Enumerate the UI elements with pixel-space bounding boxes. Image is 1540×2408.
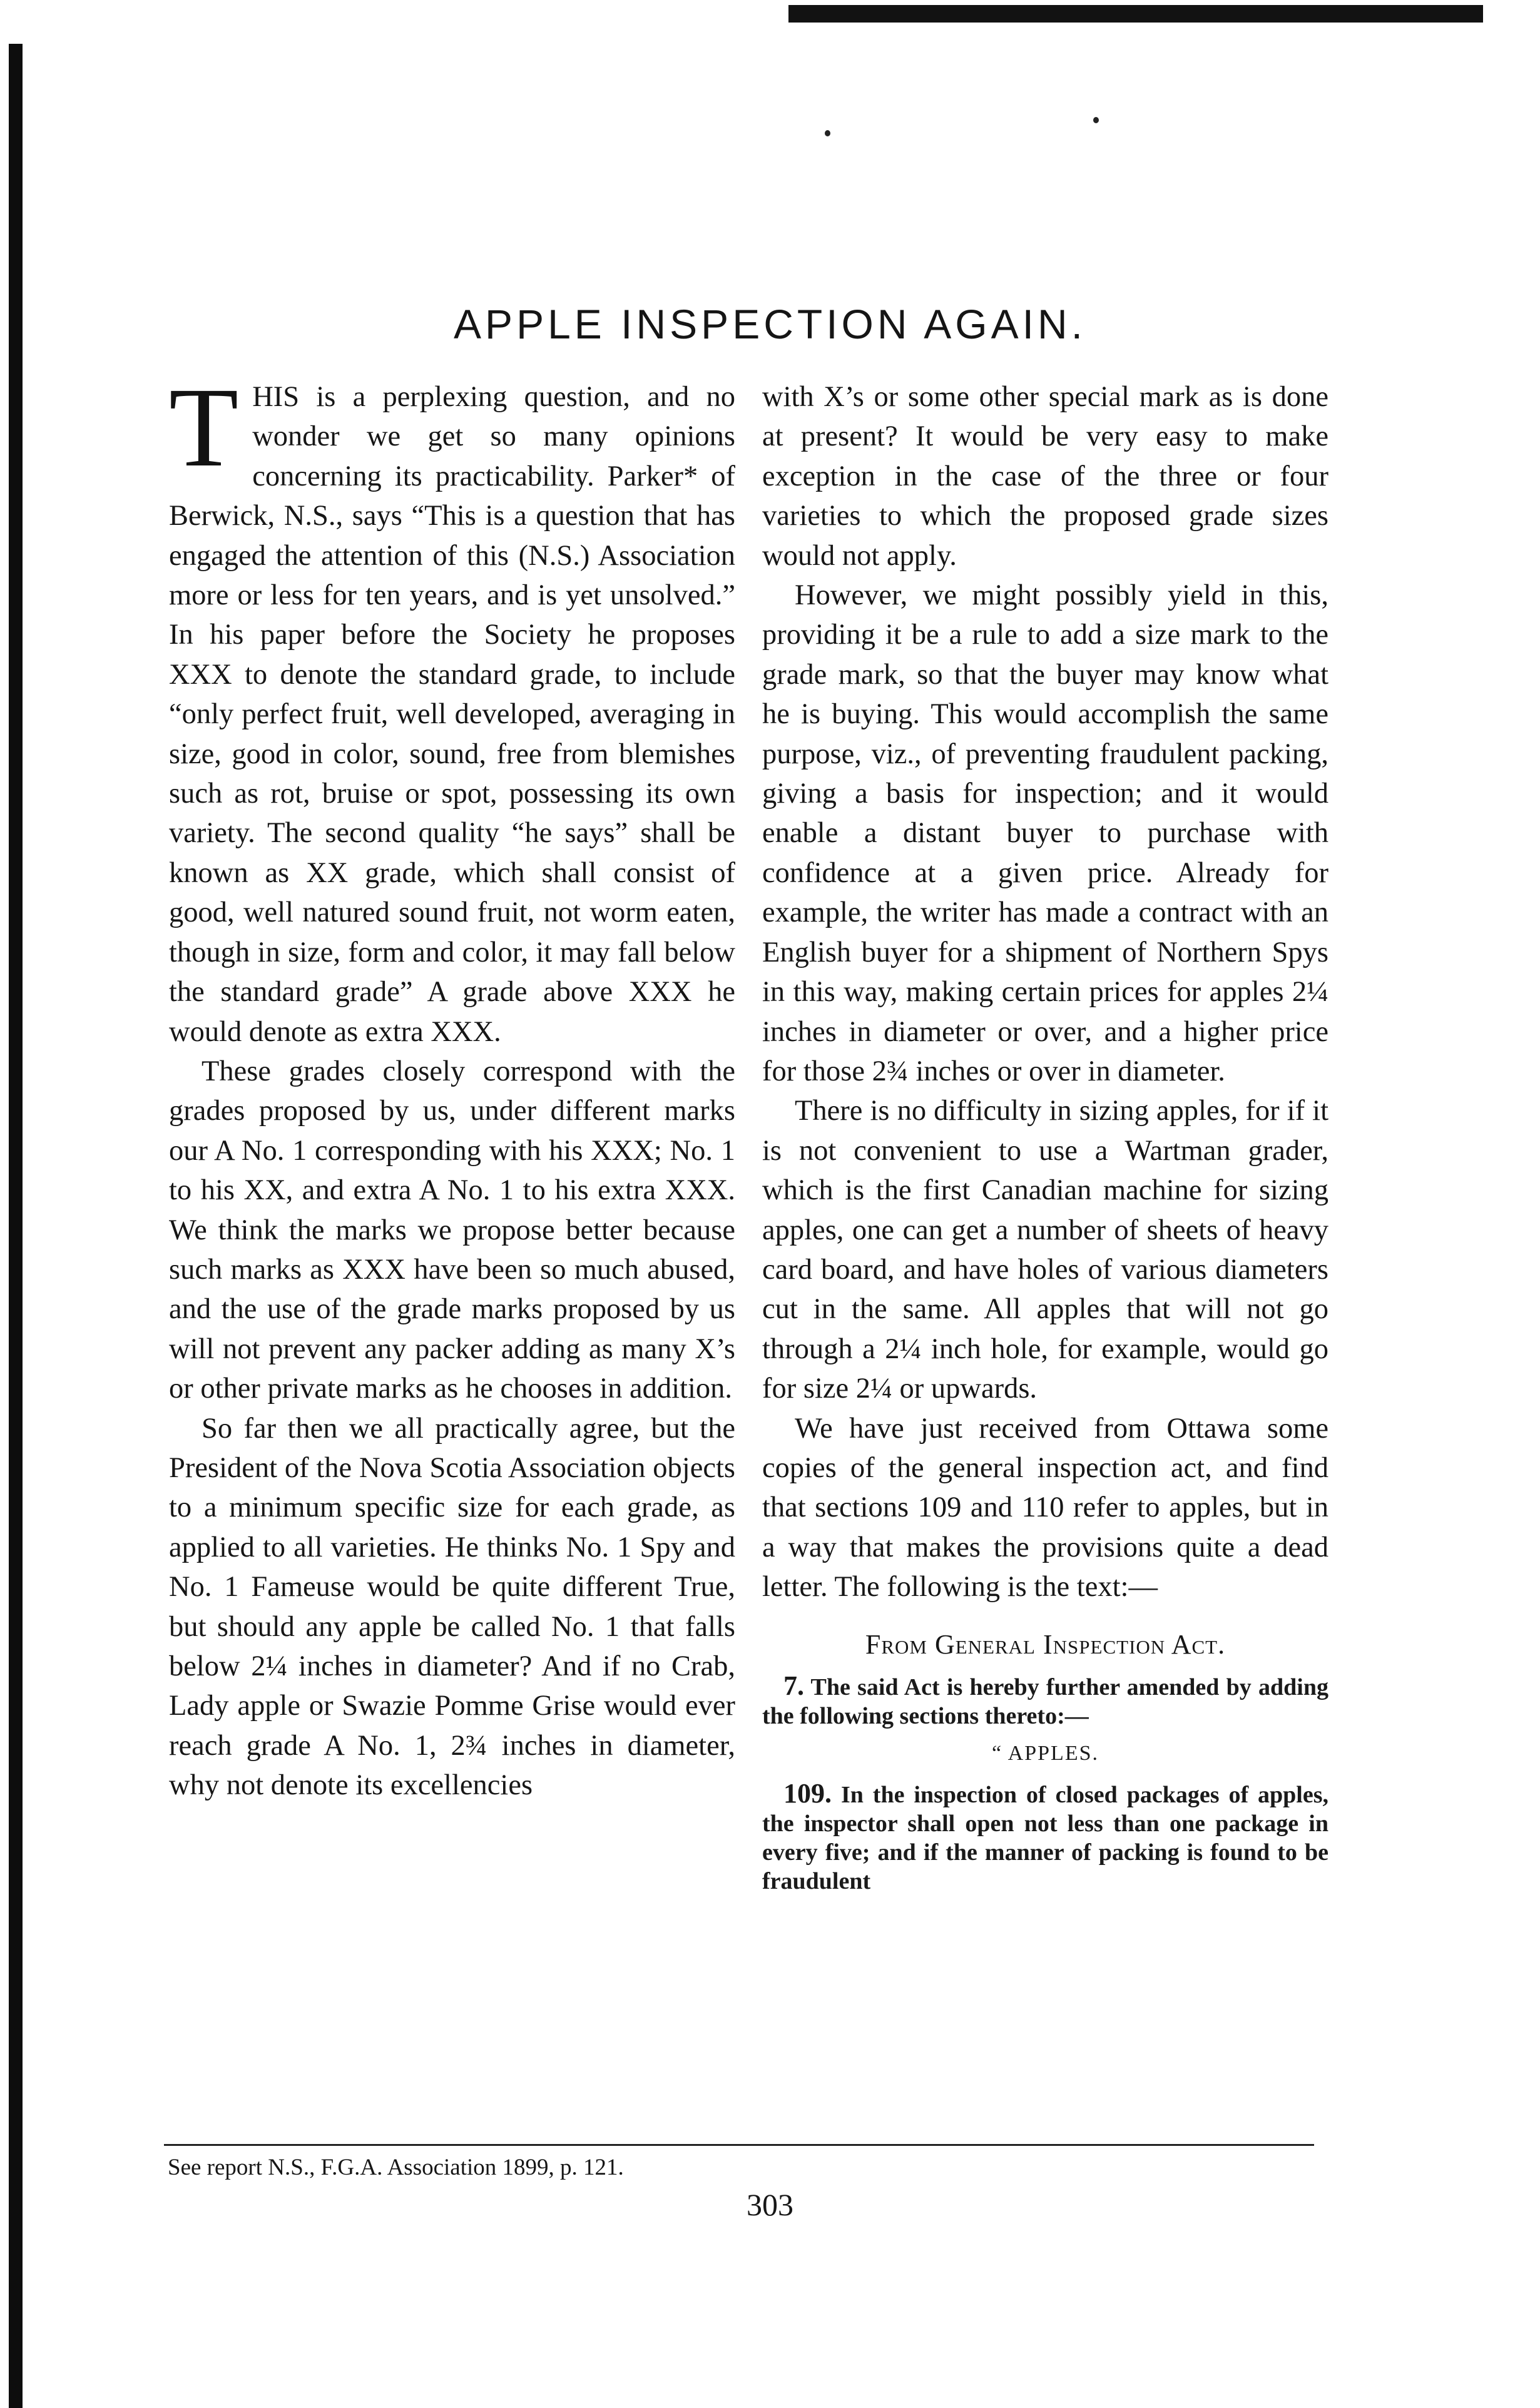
- left-paragraph-1: [169, 365, 735, 1052]
- scan-edge: [9, 44, 23, 2408]
- section-heading: From General Inspection Act.: [865, 1628, 1226, 1660]
- top-rule: [788, 5, 1483, 23]
- act-clause-number: 7.: [783, 1670, 804, 1701]
- left-paragraph-3: So far then we all practically agree, but the President of the Nova Scotia Association objects to a minimum specific size for each grade, as applied to all varieties. He thinks No. 1 Spy and No. 1 Fameuse would be quite different True, but should any apple be called No. 1 that falls below 2¼ inches in diameter? And if no Crab, Lady apple or Swazie Pomme Grise would ever reach grade A No. 1, 2¾ inches in diameter, why not denote its excellencies: [169, 1412, 735, 1802]
- right-column: [762, 377, 1328, 1896]
- act-clause: [762, 1672, 1328, 1730]
- ink-speck: [825, 130, 830, 136]
- right-paragraph-4: We have just received from Ottawa some copies of the general inspection act, and find that sections 109 and 110 refer to apples, but in a way that makes the provisions quite a dead letter. The following is the text:—: [762, 1412, 1328, 1603]
- page-number: 303: [747, 2187, 793, 2222]
- act-section-number: 109.: [783, 1778, 832, 1809]
- act-section: [762, 1779, 1328, 1896]
- page-title: APPLE INSPECTION AGAIN.: [454, 301, 1086, 347]
- right-paragraph-1: with X’s or some other special mark as is done at present? It would be very easy to make exception in the case of the three or four varieties to which the proposed grade sizes would not apply.: [762, 381, 1328, 572]
- right-paragraph-3: There is no difficulty in sizing apples, for if it is not convenient to use a Wartman grader, which is the first Canadian machine for sizing apples, one can get a number of sheets of heavy card board, and have holes of various diameters cut in the same. All apples that will not go through a 2¼ inch hole, for example, would go for size 2¼ or upwards.: [762, 1095, 1328, 1405]
- act-subheading: “ APPLES.: [991, 1742, 1099, 1765]
- footnote: See report N.S., F.G.A. Association 1899, p. 121.: [168, 2155, 624, 2180]
- ink-speck: [1093, 117, 1099, 123]
- drop-cap: T: [169, 365, 239, 490]
- right-paragraph-2: However, we might possibly yield in this, providing it be a rule to add a size mark to the grade mark, so that the buyer may know what he is buying. This would accomplish the same purpose, viz., of preventing fraudulent packing, giving a basis for inspection; and it would enable a distant buyer to purchase with confidence at a given price. Already for example, the writer has made a contract with an English buyer for a shipment of Northern Spys in this way, making certain prices for apples 2¼ inches in diameter or over, and a higher price for those 2¾ inches or over in diameter.: [762, 579, 1328, 1087]
- footnote-rule: [164, 2144, 1314, 2146]
- left-paragraph-2: These grades closely correspond with the grades proposed by us, under different marks our A No. 1 corresponding with his XXX; No. 1 to his XX, and extra A No. 1 to his extra XXX. We think the marks we propose better because such marks as XXX have been so much abused, and the use of the grade marks proposed by us will not prevent any packer adding as many X’s or other private marks as he chooses in addition.: [169, 1055, 735, 1405]
- act-section-text: In the inspection of closed packages of apples, the inspector shall open not less than one package in every five; and if the manner of packing is found to be fraudulent: [762, 1782, 1329, 1894]
- act-clause-text: The said Act is hereby further amended by adding the following sections thereto:—: [762, 1674, 1328, 1729]
- left-column: [169, 365, 735, 1806]
- left-paragraph-1-text: HIS is a perplexing question, and no wonder we get so many opinions concerning its practicability. Parker* of Berwick, N.S., says “This is a question that has engaged the attention of this (N.S.) Association more or less for ten years, and is yet unsolved.” In his paper before the Society he proposes XXX to denote the standard grade, to include “only perfect fruit, well developed, averaging in size, good in color, sound, free from blemishes such as rot, bruise or spot, possessing its own variety. The second quality “he says” shall be known as XX grade, which shall consist of good, well natured sound fruit, not worm eaten, though in size, form and color, it may fall below the standard grade” A grade above XXX he would denote as extra XXX.: [169, 381, 735, 1048]
- act-excerpt: [762, 1672, 1328, 1896]
